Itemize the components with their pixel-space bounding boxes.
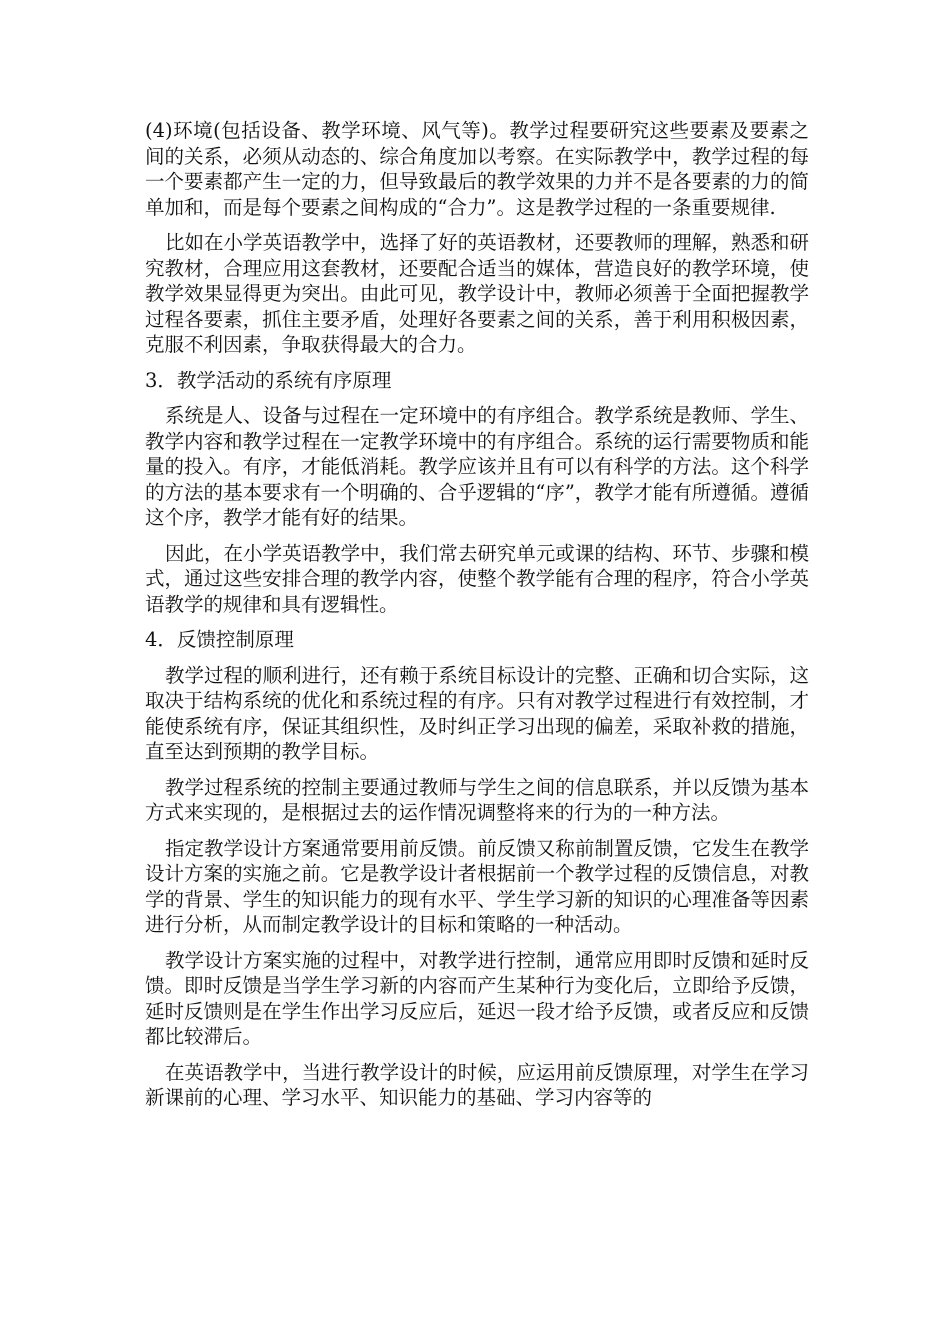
paragraph-feedback-method: 教学过程系统的控制主要通过教师与学生之间的信息联系，并以反馈为基本方式来实现的，是根据过去的运作情况调整将来的行为的一种方法。: [145, 775, 809, 824]
paragraph-system-definition: 系统是人、设备与过程在一定环境中的有序组合。教学系统是教师、学生、教学内容和教学过程在一定教学环境中的有序组合。系统的运行需要物质和能量的投入。有序，才能低消耗。教学应该并且有可以有科学的方法。这个科学的方法的基本要求有一个明确的、合乎逻辑的“序”，教学才能有所遵循。遵循这个序，教学才能有好的结果。: [145, 404, 809, 529]
paragraph-english-design-feedback: 在英语教学中，当进行教学设计的时候，应运用前反馈原理，对学生在学习新课前的心理、学习水平、知识能力的基础、学习内容等的: [145, 1060, 809, 1109]
paragraph-immediate-delayed-feedback: 教学设计方案实施的过程中，对教学进行控制，通常应用即时反馈和延时反馈。即时反馈是当学生学习新的内容而产生某种行为变化后，立即给予反馈，延时反馈则是在学生作出学习反应后，延迟一段才给予反馈，或者反应和反馈都比较滞后。: [145, 948, 809, 1048]
paragraph-feedforward: 指定教学设计方案通常要用前反馈。前反馈又称前制置反馈，它发生在教学设计方案的实施之前。它是教学设计者根据前一个教学过程的反馈信息，对教学的背景、学生的知识能力的现有水平、学生学习新的知识的心理准备等因素进行分析，从而制定教学设计的目标和策略的一种活动。: [145, 836, 809, 936]
section-heading-4: 4．反馈控制原理: [145, 628, 294, 651]
paragraph-unit-structure: 因此，在小学英语教学中，我们常去研究单元或课的结构、环节、步骤和模式，通过这些安排合理的教学内容，使整个教学能有合理的程序，符合小学英语教学的规律和具有逻辑性。: [145, 541, 809, 616]
section-heading-3: 3．教学活动的系统有序原理: [145, 368, 392, 392]
paragraph-english-teaching-example: 比如在小学英语教学中，选择了好的英语教材，还要教师的理解，熟悉和研究教材，合理应用这套教材，还要配合适当的媒体，营造良好的教学环境，使教学效果显得更为突出。由此可见，教学设计中，教师必须善于全面把握教学过程各要素，抓住主要矛盾，处理好各要素之间的关系，善于利用积极因素，克服不利因素，争取获得最大的合力。: [145, 231, 809, 356]
paragraph-process-control: 教学过程的顺利进行，还有赖于系统目标设计的完整、正确和切合实际，这取决于结构系统的优化和系统过程的有序。只有对教学过程进行有效控制，才能使系统有序，保证其组织性，及时纠正学习出现的偏差，采取补救的措施，直至达到预期的教学目标。: [145, 663, 809, 763]
paragraph-environment: (4)环境(包括设备、教学环境、风气等)。教学过程要研究这些要素及要素之间的关系，必须从动态的、综合角度加以考察。在实际教学中，教学过程的每一个要素都产生一定的力，但导致最后的教学效果的力并不是各要素的力的简单加和，而是每个要素之间构成的“合力”。这是教学过程的一条重要规律.: [145, 119, 809, 219]
document-page: [145, 118, 809, 1121]
